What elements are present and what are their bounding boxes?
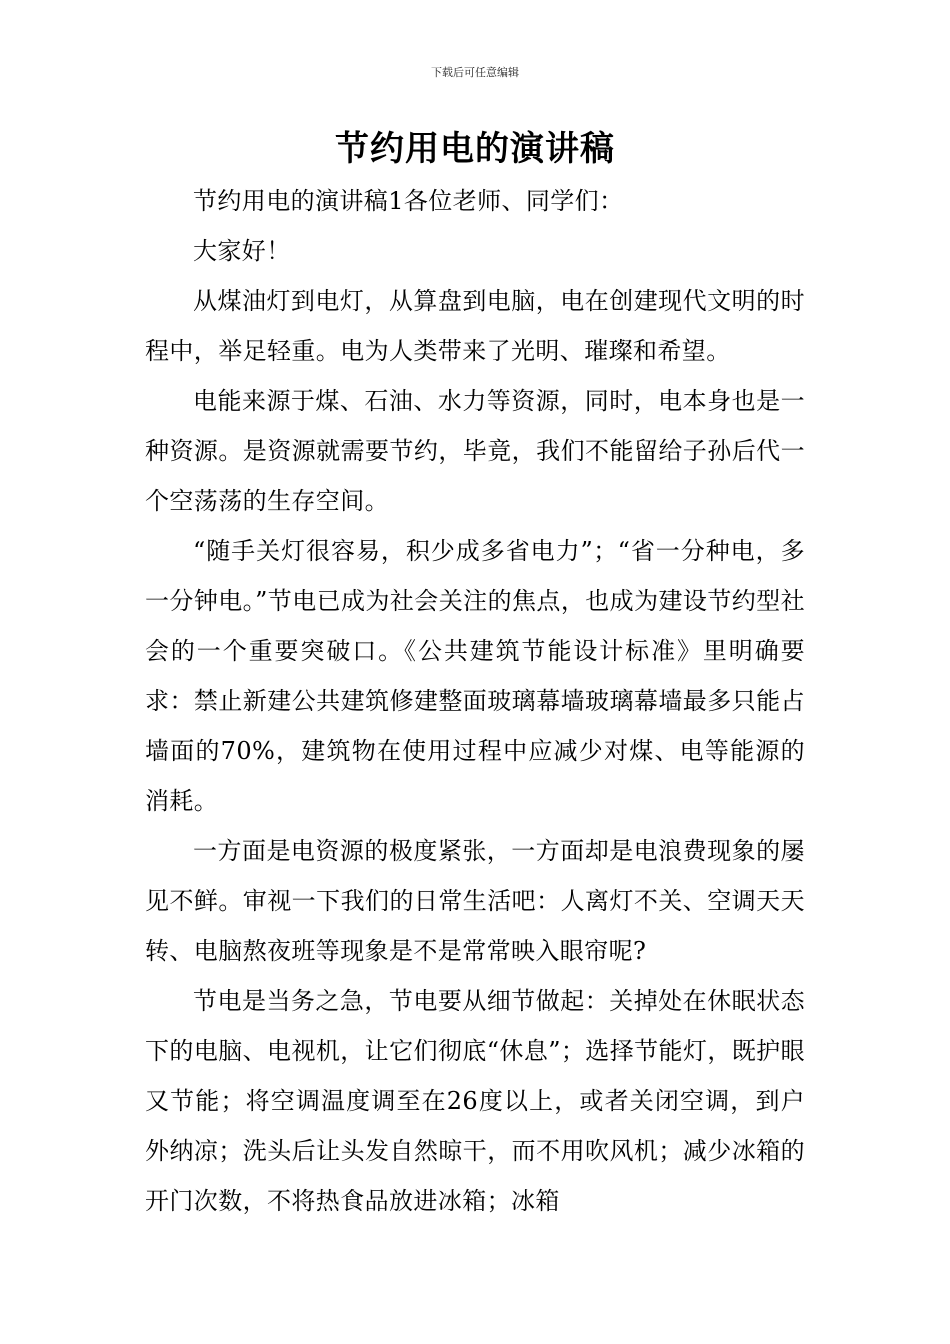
paragraph: “随手关灯很容易，积少成多省电力”；“省一分种电，多一分钟电。”节电已成为社会关注的焦点，也成为建设节约型社会的一个重要突破口。《公共建筑节能设计标准》里明确要求：禁止新建公共建筑修建整面玻璃幕墙玻璃幕墙最多只能占墙面的70%，建筑物在使用过程中应减少对煤、电等能源的消耗。 — [145, 537, 805, 815]
paragraph: 大家好！ — [193, 237, 291, 265]
paragraph: 节约用电的演讲稿1各位老师、同学们： — [193, 187, 624, 215]
paragraph: 节电是当务之急，节电要从细节做起：关掉处在休眠状态下的电脑、电视机，让它们彻底“休息”；选择节能灯，既护眼又节能；将空调温度调至在26度以上，或者关闭空调，到户外纳凉；洗头后让头发自然晾干，而不用吹风机；减少冰箱的开门次数，不将热食品放进冰箱；冰箱 — [145, 987, 805, 1215]
header-note: 下载后可任意编辑 — [431, 66, 519, 79]
document-body — [145, 176, 805, 1226]
document-title: 节约用电的演讲稿 — [335, 129, 615, 169]
paragraph: 从煤油灯到电灯，从算盘到电脑，电在创建现代文明的时程中，举足轻重。电为人类带来了光明、璀璨和希望。 — [145, 287, 805, 365]
paragraph: 电能来源于煤、石油、水力等资源，同时，电本身也是一种资源。是资源就需要节约，毕竟，我们不能留给子孙后代一个空荡荡的生存空间。 — [145, 387, 805, 515]
paragraph: 一方面是电资源的极度紧张，一方面却是电浪费现象的屡见不鲜。审视一下我们的日常生活吧：人离灯不关、空调天天转、电脑熬夜班等现象是不是常常映入眼帘呢? — [145, 837, 805, 965]
